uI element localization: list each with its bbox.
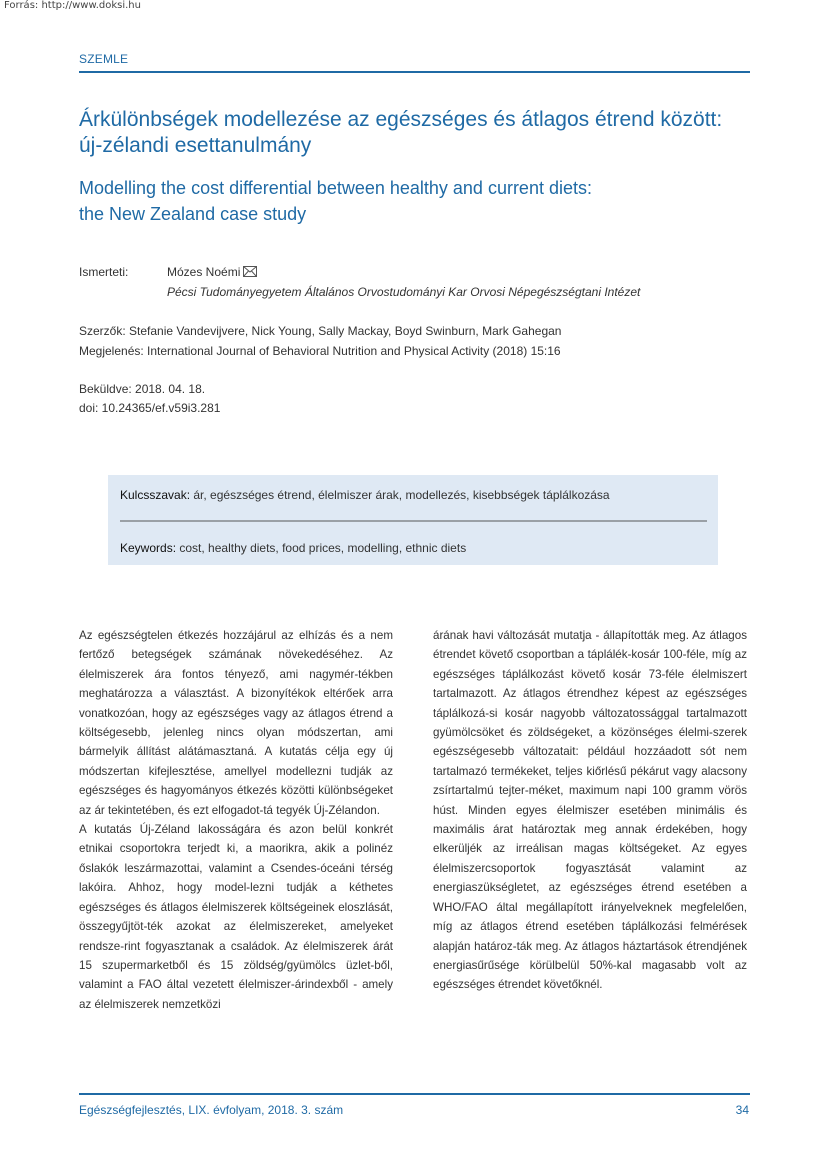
footer-rule: [79, 1093, 750, 1095]
title-hu-line-2: új-zélandi esettanulmány: [79, 134, 312, 157]
keywords-hungarian: [120, 488, 610, 502]
source-line: Forrás: http://www.doksi.hu: [4, 0, 141, 11]
authors-line: Szerzők: Stefanie Vandevijvere, Nick Young, Sally Mackay, Boyd Swinburn, Mark Gahegan: [79, 324, 562, 338]
footer-journal: Egészségfejlesztés, LIX. évfolyam, 2018. 3. szám: [79, 1103, 344, 1117]
keywords-hu-label: Kulcsszavak:: [120, 488, 191, 502]
reviewer: [167, 265, 257, 279]
title-hungarian: [79, 107, 769, 159]
submitted-line: Beküldve: 2018. 04. 18.: [79, 382, 206, 396]
paragraph: árának havi változását mutatja - állapították meg. Az átlagos étrendet követő csoportban a táplálék-kosár 100-féle, míg az egészséges táplálkozást követő kosár 73-féle élelmiszert tartalmazott. Az átlagos étrendhez képest az egészséges táplálkozá-si kosár nagyobb változatossággal tartalmazott gyümölcsöket és zöldségeket, a közönséges élelmi-szerek egészségesebb változatait: például hozzáadott sót nem tartalmazó termékeket, teljes kiőrlésű pékárut vagy alacsony zsírtartalmú tejter-méket, maximum napi 100 gramm vörös húst. Minden egyes élelmiszer esetében minimális és maximális árat határoztak meg annak érdekében, hogy elkerüljék az irreálisan magas költségeket. Az egyes élelmiszercsoportok fogyasztását valamint az energiaszükségletet, az egészséges étrend esetében a WHO/FAO által megállapított irányelveknek megfelelően, míg az átlagos étrend esetében táplálkozási felmérések alapján határoz-ták meg. Az átlagos háztartások étrendjének energiasűrűsége körülbelül 50%-kal magasabb volt az egészséges étrendet követőknél.: [433, 629, 747, 992]
keywords-hu-text: ár, egészséges étrend, élelmiszer árak, modellezés, kisebbségek táplálkozása: [190, 488, 610, 502]
title-en-line-1: Modelling the cost differential between healthy and current diets:: [79, 178, 592, 198]
published-line: Megjelenés: International Journal of Behavioral Nutrition and Physical Activity (2018) 15:16: [79, 344, 561, 358]
doi-line: doi: 10.24365/ef.v59i3.281: [79, 401, 221, 415]
title-hu-line-1: Árkülönbségek modellezése az egészséges és átlagos étrend között:: [79, 108, 723, 131]
keywords-en-text: cost, healthy diets, food prices, modelling, ethnic diets: [176, 541, 467, 555]
page-number: 34: [735, 1103, 749, 1117]
title-english: [79, 175, 769, 227]
paragraph: Az egészségtelen étkezés hozzájárul az elhízás és a nem fertőző betegségek számának növekedéséhez. Az élelmiszerek ára fontos tényező, ami nagymér-tékben meghatározza a választást. A bizonyítékok eltérőek arra vonatkozóan, hogy az egészséges vagy az átlagos étrend a költségesebb, jelenleg nincs olyan módszertan, ami bármelyik állítást alátámasztaná. A kutatás célja egy új módszertan kifejlesztése, amellyel modellezni tudják az egészséges és hagyományos étkezés közötti különbségeket az ár tekintetében, és ezt elfogadot-tá tegyék Új-Zélandon.: [79, 629, 393, 817]
section-label: SZEMLE: [79, 52, 129, 66]
body-column-left: [79, 626, 393, 1014]
envelope-icon[interactable]: [243, 266, 257, 277]
reviewer-label: Ismerteti:: [79, 265, 129, 279]
header-rule: [79, 71, 750, 73]
keywords-en-label: Keywords:: [120, 541, 177, 555]
title-en-line-2: the New Zealand case study: [79, 204, 307, 224]
paragraph: A kutatás Új-Zéland lakosságára és azon belül konkrét etnikai csoportokra terjedt ki, a maorikra, akik a polinéz őslakók leszármazottai, valamint a Csendes-óceáni térség lakóira. Ahhoz, hogy model-lezni tudják a kéthetes egészséges és átlagos élelmiszerek költségeinek eloszlását, összegyűjtöt-ték azokat az élelmiszereket, amelyeket rendsze-rint fogyasztanak a családok. Az élelmiszerek árát 15 szupermarketből és 15 zöldség/gyümölcs üzlet-ből, valamint a FAO által vezetett élelmiszer-árindexből - amely az élelmiszerek nemzetközi: [79, 823, 393, 1011]
keywords-divider: [120, 520, 707, 522]
keywords-box: [108, 475, 718, 565]
keywords-english: [120, 541, 466, 555]
body-column-right: [433, 626, 747, 995]
reviewer-name: Mózes Noémi: [167, 265, 241, 279]
reviewer-affiliation: Pécsi Tudományegyetem Általános Orvostudományi Kar Orvosi Népegészségtani Intézet: [167, 285, 641, 299]
